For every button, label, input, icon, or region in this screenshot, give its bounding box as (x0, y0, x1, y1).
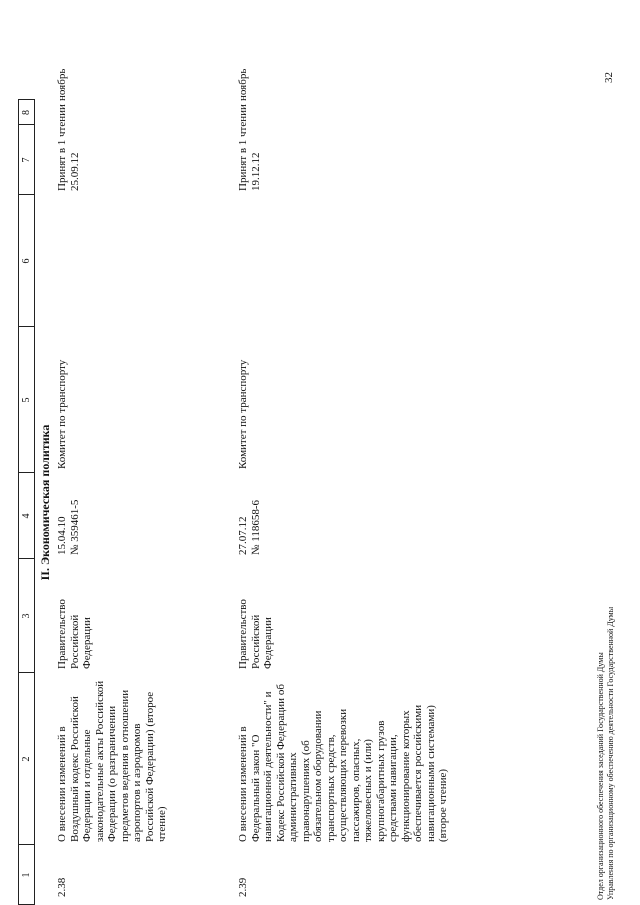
footer-line-1: Отдел организационного обеспечения заседаний Государственной Думы (596, 652, 605, 900)
registration-date: 15.04.10 (56, 516, 68, 555)
bill-status: Принят в 1 чтении 19.12.12 (237, 104, 262, 191)
header-col-6: 6 (21, 258, 32, 264)
table-top-border (18, 100, 19, 905)
month: ноябрь (237, 68, 249, 101)
header-col-7: 7 (21, 157, 32, 163)
initiator: Правительство Российской Федерации (237, 599, 274, 669)
section-title: II. Экономическая политика (38, 424, 52, 581)
header-col-8: 8 (21, 110, 32, 115)
header-col-3: 3 (21, 613, 32, 619)
month: ноябрь (56, 68, 68, 101)
committee: Комитет по транспорту (56, 359, 68, 469)
bill-title: О внесении изменений в Федеральный закон "О навигационной деятельности" и Кодекс Российской Федерации об административных правонарушениях (об обязательном оборудовании транспортных средств, осуществляющих перевозки пассажиров, опасных, тяжеловесных и (или) крупногабаритных грузов средствами навигации, функционирование которых обеспечивается российскими навигационными системами) (второе чтение) (237, 684, 449, 842)
page-number: 32 (603, 72, 615, 83)
initiator: Правительство Российской Федерации (56, 599, 93, 669)
row-number: 2.38 (56, 877, 68, 897)
bill-title: О внесении изменений в Воздушный кодекс Российской Федерации и отдельные законодательные акты Российской Федерации (о разграничении предметов ведения в отношении аэропортов и аэродромов Российской Федерации) (второе чтение) (56, 680, 168, 842)
header-col-4: 4 (21, 513, 32, 519)
header-bottom-rule (34, 100, 35, 905)
bill-status: Принят в 1 чтении 25.09.12 (56, 104, 81, 191)
row-number: 2.39 (237, 877, 249, 897)
header-col-5: 5 (21, 397, 32, 403)
registration-number: № 359461-5 (68, 499, 81, 555)
footer-line-2: Управления по организационному обеспечению деятельности Государственной Думы (606, 606, 615, 900)
header-col-1: 1 (21, 872, 32, 878)
header-col-2: 2 (21, 756, 32, 762)
registration-number: № 118658-6 (249, 500, 262, 555)
registration-date: 27.07.12 (237, 516, 249, 555)
committee: Комитет по транспорту (237, 359, 249, 469)
